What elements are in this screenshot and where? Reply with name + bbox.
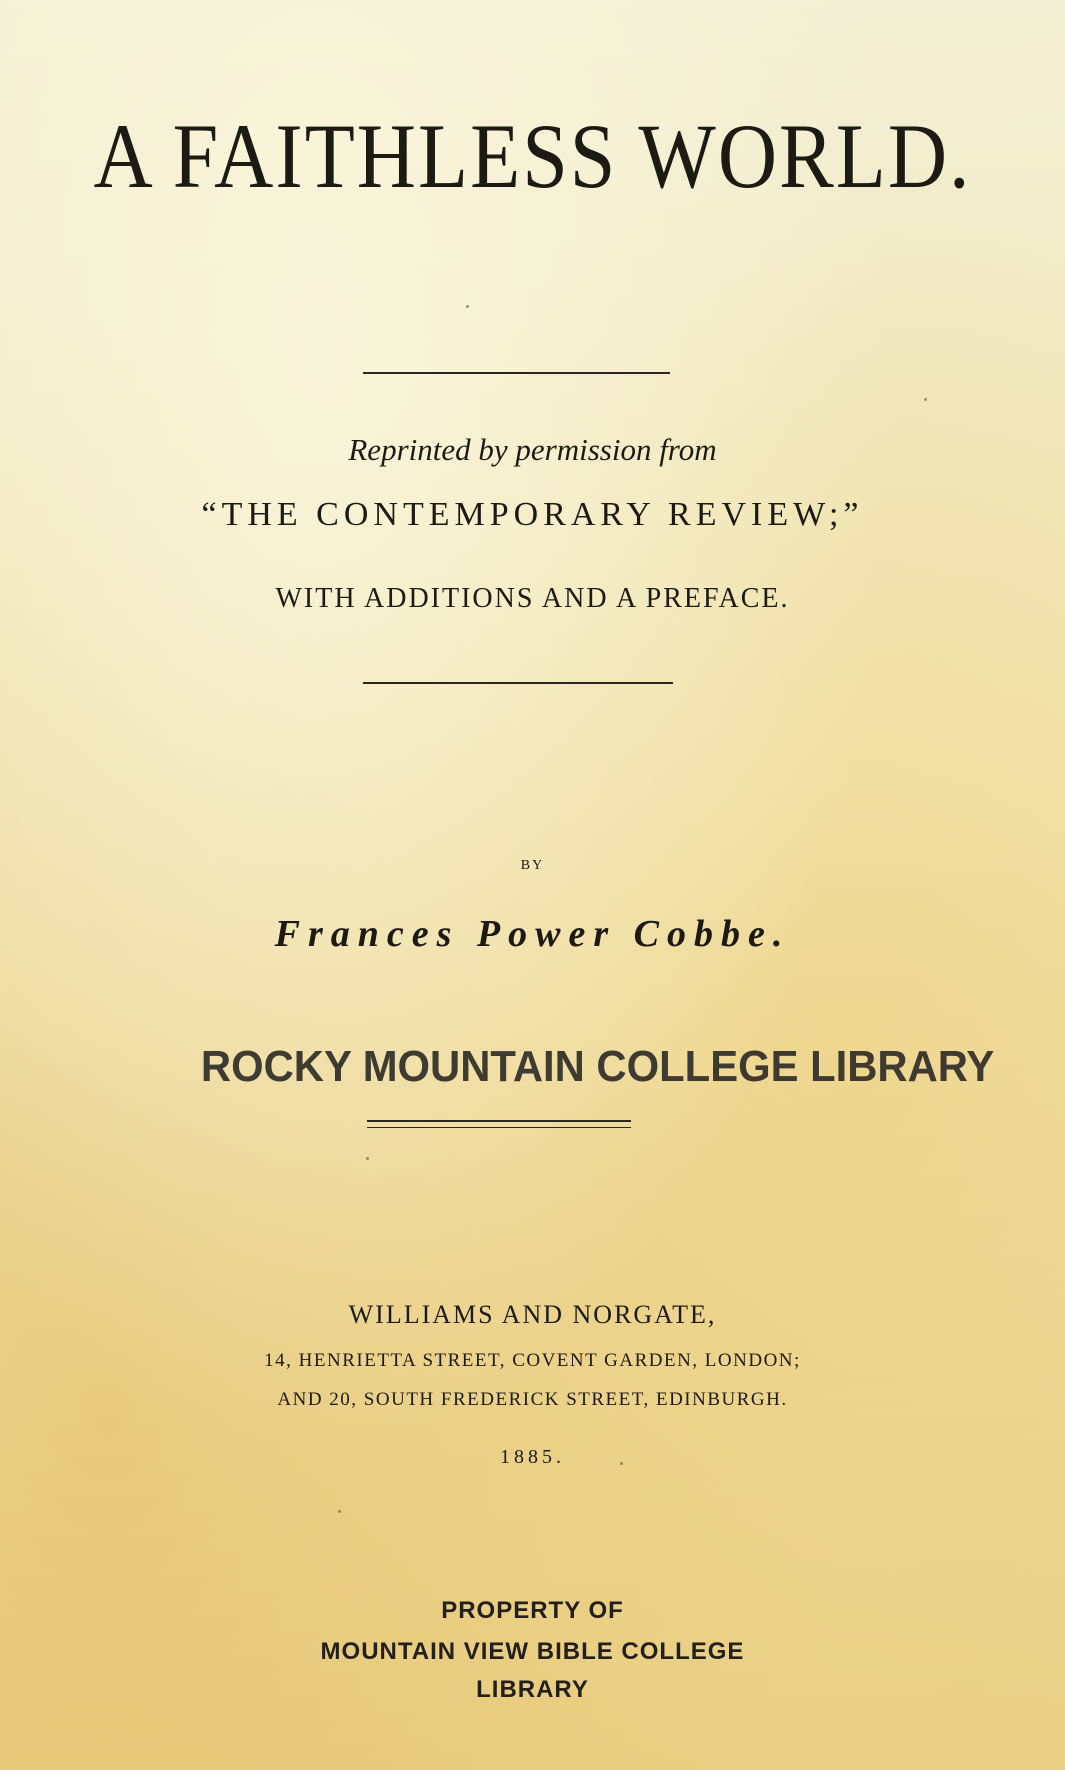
property-stamp-line1: PROPERTY OF bbox=[441, 1597, 624, 1624]
paper-speck bbox=[620, 1462, 623, 1465]
reprint-note: Reprinted by permission from bbox=[348, 432, 717, 467]
publisher-name: WILLIAMS AND NORGATE, bbox=[348, 1300, 717, 1329]
property-stamp-line2: MOUNTAIN VIEW BIBLE COLLEGE bbox=[320, 1638, 745, 1665]
library-stamp: ROCKY MOUNTAIN COLLEGE LIBRARY bbox=[200, 1042, 995, 1091]
publisher-address-london: 14, HENRIETTA STREET, COVENT GARDEN, LONDON; bbox=[264, 1350, 801, 1371]
book-title: A FAITHLESS WORLD. bbox=[93, 105, 972, 208]
author-name: Frances Power Cobbe. bbox=[274, 913, 791, 955]
additions-note: WITH ADDITIONS AND A PREFACE. bbox=[275, 583, 790, 614]
by-label: BY bbox=[520, 858, 545, 873]
source-review: “THE CONTEMPORARY REVIEW;” bbox=[201, 496, 864, 533]
paper-speck bbox=[366, 1157, 369, 1160]
paper-speck bbox=[466, 305, 469, 308]
divider-rule-double-bottom bbox=[367, 1127, 631, 1128]
publication-year: 1885. bbox=[500, 1446, 565, 1468]
paper-speck bbox=[338, 1510, 341, 1513]
divider-rule-double-top bbox=[367, 1120, 631, 1122]
property-stamp-line3: LIBRARY bbox=[476, 1676, 589, 1703]
divider-rule-top bbox=[363, 372, 670, 374]
paper-speck bbox=[924, 398, 927, 401]
publisher-address-edinburgh: AND 20, SOUTH FREDERICK STREET, EDINBURGH. bbox=[277, 1389, 788, 1410]
divider-rule-middle bbox=[363, 682, 673, 684]
